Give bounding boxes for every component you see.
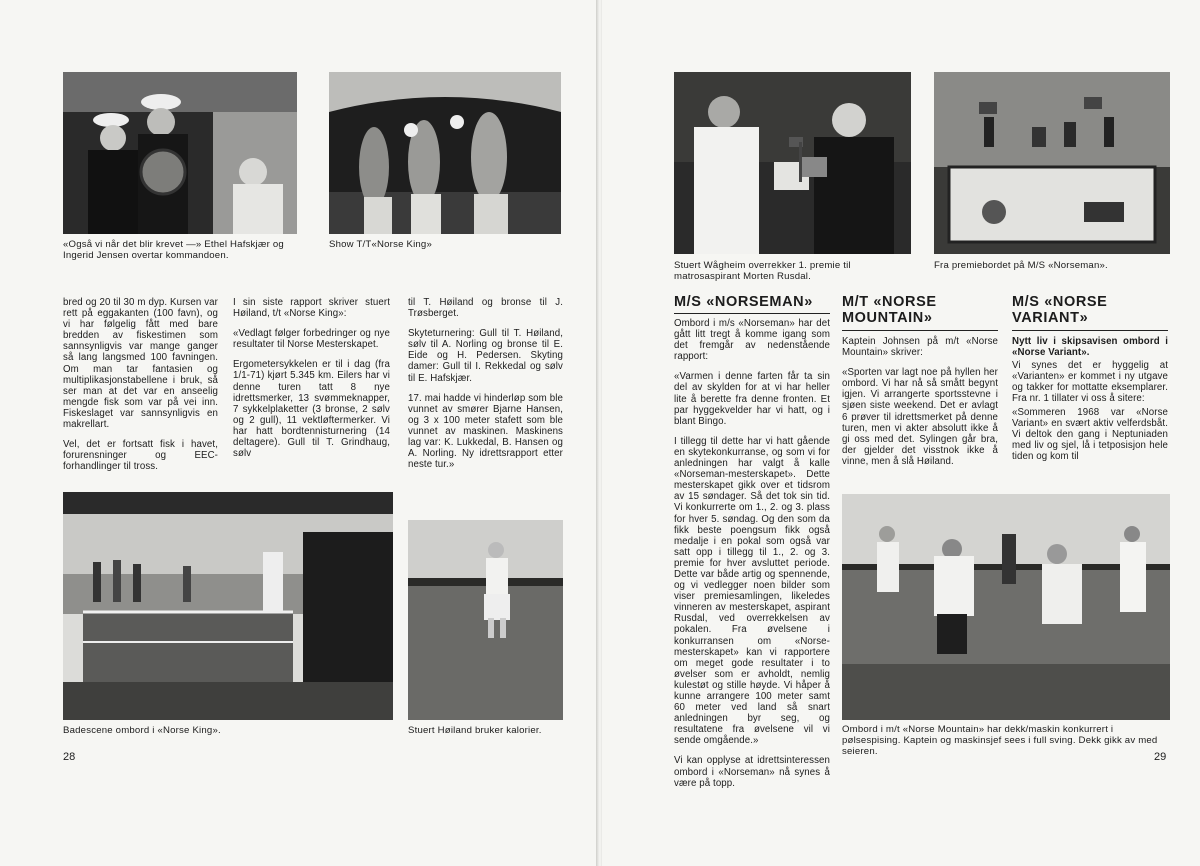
paragraph: I tillegg til dette har vi hatt gående en skytekonkurranse, og som vi for anledningen har valgt å kalle «Norseman-mesterskapet». Dette mesterskapet gikk over et tidsrom av 15 søndager. Så det tok sin tid. Vi konkurrerte om 1., 2. og 3. plass for hver 5. søndag. Og den som da fikk beste poengsum fikk også medalje i en pokal som også var satt opp i tillegg til 1., 2. og 3. premie for hver avsluttet periode. Dette var både artig og spennende, og vi vedlegger noen bilder som viser premiesamlingen, likeledes vinneren av mesterskapet, aspirant Rusdal, ved overrekkelsen av pokalen. Fra øvelsene i konkurransen om «Norse-mesterskapet» kan vi rapportere om meget gode resultater i to øvelser som er avholdt, nemlig kulestøt og stille høyde. Vi håper å kunne arrangere 100 meter samt 60 meter ved land så snart anledningen byr seg, og resultatene fra øvelsene vil vi sende omgående.» <box>674 435 830 747</box>
prize-table-photo <box>934 72 1170 254</box>
paragraph: Skyteturnering: Gull til T. Høiland, sølv til A. Norling og bronse til E. Eide og H. Pedersen. Skyting damer: Gull til I. Rekkedal og sølv til E. Hafskjær. <box>408 328 563 384</box>
paragraph: Nytt liv i skipsavisen ombord i «Norse Variant». <box>1012 336 1168 359</box>
headline-norse-variant: M/S «NORSE VARIANT» <box>1012 294 1108 326</box>
sausage-contest-photo <box>842 494 1170 720</box>
article-column-1 <box>63 297 218 481</box>
article-column-2 <box>233 297 390 468</box>
paragraph: Vel, det er fortsatt fisk i havet, forurensninger og EEC-forhandlinger til tross. <box>63 439 218 473</box>
photo2-caption: Show T/T«Norse King» <box>329 239 433 250</box>
headline-norse-mountain: M/T «NORSE MOUNTAIN» <box>842 294 937 326</box>
headline-norseman: M/S «NORSEMAN» <box>674 294 813 310</box>
paragraph: Kaptein Johnsen på m/t «Norse Mountain» skriver: <box>842 336 998 359</box>
norseman-column <box>674 318 830 798</box>
photo3-caption: Ombord i m/t «Norse Mountain» har dekk/maskin konkurrert i pølsespising. Kaptein og maskinsjef sees i full sving. Dekk gikk av med seieren. <box>842 724 1158 758</box>
paragraph: Ombord i m/s «Norseman» har det gått litt tregt å komme igang som det fremgår av nedenstående rapport: <box>674 318 830 363</box>
officers-costume-photo <box>63 72 297 234</box>
show-norse-king-photo <box>329 72 561 234</box>
headline-rule <box>1012 330 1168 331</box>
photo3-caption: Badescene ombord i «Norse King». <box>63 725 221 736</box>
paragraph: «Varmen i denne farten får ta sin del av skylden for at vi har heller lite å berette fra denne fronten. Et par hyggekvelder har vi hatt, og i blant Bingo. <box>674 371 830 427</box>
photo2-caption: Fra premiebordet på M/S «Norseman». <box>934 260 1108 271</box>
page-number: 29 <box>1154 751 1167 763</box>
norse-variant-column <box>1012 336 1168 471</box>
photo4-caption: Stuert Høiland bruker kalorier. <box>408 725 542 736</box>
norse-mountain-column <box>842 336 998 476</box>
photo1-caption: Stuert Wågheim overrekker 1. premie til matrosaspirant Morten Rusdal. <box>674 260 851 283</box>
paragraph: I sin siste rapport skriver stuert Høiland, t/t «Norse King»: <box>233 297 390 320</box>
paragraph: Vi kan opplyse at idrettsinteressen ombord i «Norseman» nå synes å være på topp. <box>674 755 830 789</box>
paragraph: Ergometersykkelen er til i dag (fra 1/1-71) kjørt 5.345 km. Eilers har vi denne turen tatt 8 nye idrettsmerker, 13 svømmeknapper, 7 sykkelplaketter (3 bronse, 2 sølv og 2 gull), 11 vektløftermerker. Vi har hatt bordtennisturnering (14 deltagere). Gull til T. Grindhaug, sølv <box>233 359 390 460</box>
photo1-caption: «Også vi når det blir krevet —» Ethel Hafskjær og Ingerid Jensen overtar kommandoen. <box>63 239 284 262</box>
paragraph: «Sommeren 1968 var «Norse Variant» en svært aktiv velferdsbåt. Vi deltok den gang i Neptuniaden med liv og sjel, lå i tetposisjon hele tiden og kom til <box>1012 406 1168 462</box>
article-column-3 <box>408 297 563 479</box>
paragraph: 17. mai hadde vi hinderløp som ble vunnet av smører Bjarne Hansen, og 3 x 100 meter stafett som ble vunnet av maskinen. Maskinens lag var: K. Lukkedal, B. Hansen og A. Norling. Ny idrettsrapport etter neste tur.» <box>408 392 563 471</box>
paragraph: bred og 20 til 30 m dyp. Kursen var rett på eggakanten (100 favn), og vi har følgelig fått med bare bredden av fiskestimen som sannsynligvis var mange ganger så lang langsmed 100 favningen. Om man tar fantasien og multiplikasjonstabellene i bruk, så ser man at det var en anseelig mengde fisk som var på vei inn. Fiskeslaget var sannsynligvis en makrellart. <box>63 297 218 431</box>
prize-handover-photo <box>674 72 911 254</box>
headline-rule <box>674 313 830 314</box>
page-number: 28 <box>63 751 76 763</box>
headline-rule <box>842 330 998 331</box>
left-page <box>0 0 598 866</box>
runner-on-deck-photo <box>408 520 563 720</box>
paragraph: til T. Høiland og bronse til J. Trøsberget. <box>408 297 563 320</box>
paragraph: «Sporten var lagt noe på hyllen her ombord. Vi har nå så smått begynt igjen. Vi arrangerte sportsstevne i sjøen siste weekend. Det er avlagt 6 prøver til idrettsmerket på denne turen, men vi akter absolutt ikke å gi oss med det. Sylingen går bra, der gjelder det visstnok ikke å vinne, men å slå Høiland. <box>842 367 998 467</box>
right-page <box>602 0 1200 866</box>
pool-scene-photo <box>63 492 393 720</box>
paragraph: Vi synes det er hyggelig at «Varianten» er kommet i ny utgave og takker for mottatte eksemplarer. Fra nr. 1 tillater vi oss å sitere: <box>1012 360 1168 405</box>
paragraph: «Vedlagt følger forbedringer og nye resultater til Norse Mesterskapet. <box>233 328 390 351</box>
